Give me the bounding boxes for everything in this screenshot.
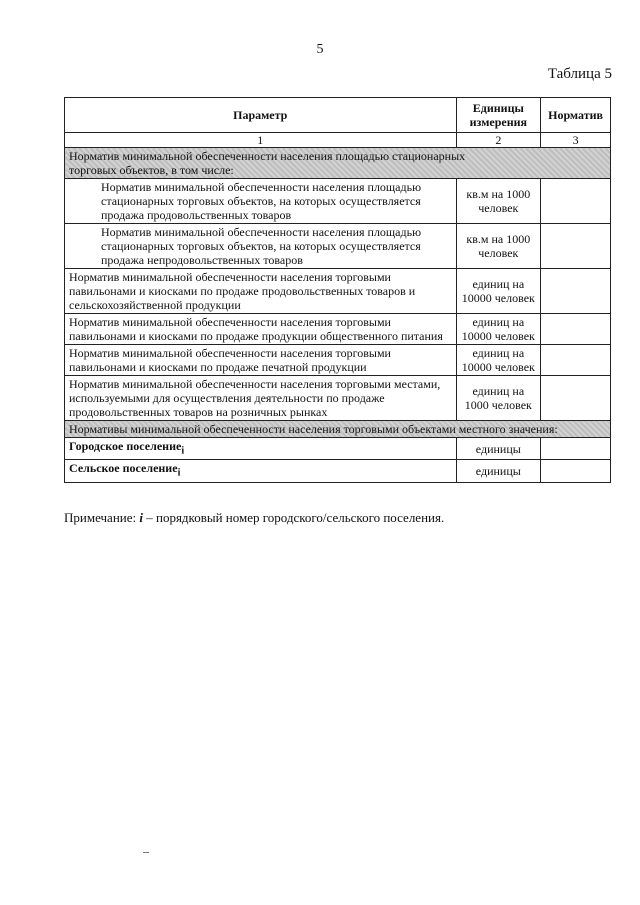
column-number: 3	[541, 133, 611, 148]
settlement-index: i	[177, 467, 181, 479]
table-row	[65, 269, 611, 314]
table-row	[65, 438, 611, 460]
table-row	[65, 224, 611, 269]
section-row-local	[65, 421, 611, 438]
unit-cell: кв.м на 1000 человек	[456, 224, 541, 269]
table-caption: Таблица 5	[547, 66, 612, 82]
param-cell: Норматив минимальной обеспеченности населения площадью стационарных торговых объектов, на которых осуществляется продажа продовольственных товаров	[65, 179, 457, 224]
table-row	[65, 179, 611, 224]
table-row	[65, 314, 611, 345]
norm-cell[interactable]	[541, 179, 611, 224]
unit-cell: единицы	[456, 460, 541, 482]
norm-cell[interactable]	[541, 314, 611, 345]
table-row	[65, 460, 611, 482]
unit-cell: единиц на 10000 человек	[456, 345, 541, 376]
note-symbol: i	[139, 510, 143, 525]
param-cell: Норматив минимальной обеспеченности населения площадью стационарных торговых объектов, на которых осуществляется продажа непродовольственных товаров	[65, 224, 457, 269]
settlement-label: Сельское поселение	[69, 461, 178, 476]
table-row	[65, 345, 611, 376]
column-number: 1	[65, 133, 457, 148]
page-number: 5	[316, 42, 324, 57]
column-number: 2	[456, 133, 541, 148]
header-norm: Норматив	[541, 98, 611, 133]
note-prefix: Примечание:	[64, 510, 140, 525]
header-param: Параметр	[65, 98, 457, 133]
param-cell: Норматив минимальной обеспеченности населения торговыми павильонами и киосками по продаже продукции общественного питания	[65, 314, 457, 345]
param-cell: Норматив минимальной обеспеченности населения торговыми павильонами и киосками по продаже печатной продукции	[65, 345, 457, 376]
header-unit: Единицы измерения	[456, 98, 541, 133]
section-title: Норматив минимальной обеспеченности населения площадью стационарных торговых объектов, в том числе:	[65, 148, 611, 179]
norm-cell[interactable]	[541, 460, 611, 482]
norm-cell[interactable]	[541, 438, 611, 460]
section-title: Нормативы минимальной обеспеченности населения торговыми объектами местного значения:	[65, 421, 611, 438]
settlement-index: i	[181, 445, 185, 457]
param-cell: Норматив минимальной обеспеченности населения торговыми павильонами и киосками по продаже продовольственных товаров и сельскохозяйственной продукции	[65, 269, 457, 314]
scan-mark	[143, 852, 149, 853]
column-number-row	[65, 133, 611, 148]
section-row-stationary	[65, 148, 611, 179]
settlement-cell	[65, 438, 457, 460]
unit-cell: единиц на 10000 человек	[456, 314, 541, 345]
unit-cell: кв.м на 1000 человек	[456, 179, 541, 224]
norm-cell[interactable]	[541, 376, 611, 421]
settlement-label: Городское поселение	[69, 439, 182, 453]
norm-cell[interactable]	[541, 345, 611, 376]
table-row	[65, 376, 611, 421]
unit-cell: единиц на 10000 человек	[456, 269, 541, 314]
param-cell: Норматив минимальной обеспеченности населения торговыми местами, используемыми для осуществления деятельности по продаже продовольственных товаров на розничных рынках	[65, 376, 457, 421]
norm-cell[interactable]	[541, 269, 611, 314]
unit-cell: единицы	[456, 438, 541, 460]
unit-cell: единиц на 1000 человек	[456, 376, 541, 421]
table-note	[64, 510, 444, 526]
norm-cell[interactable]	[541, 224, 611, 269]
settlement-cell	[65, 460, 457, 482]
normatives-table	[64, 97, 611, 483]
table-header-row	[65, 98, 611, 133]
note-text: – порядковый номер городского/сельского поселения.	[143, 510, 445, 525]
